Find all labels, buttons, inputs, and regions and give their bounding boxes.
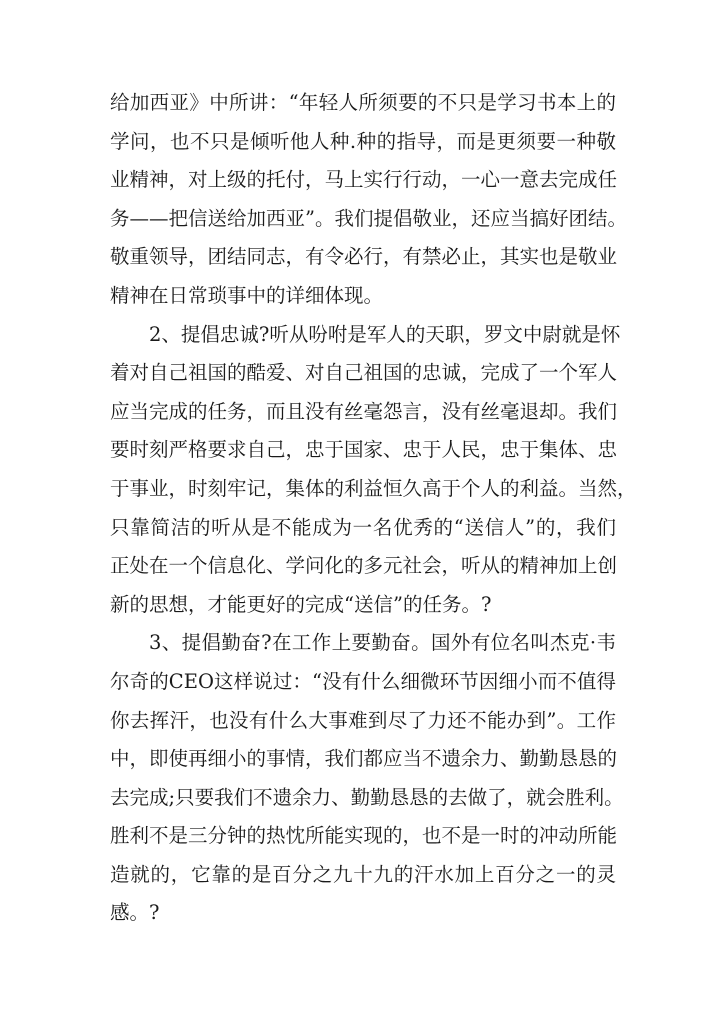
text-line: 应当完成的任务，而且没有丝毫怨言，没有丝毫退却。我们: [110, 399, 618, 423]
text-line: 去完成;只要我们不遗余力、勤勤恳恳的去做了，就会胜利。: [110, 785, 624, 809]
text-line: 胜利不是三分钟的热忱所能实现的，也不是一时的冲动所能: [110, 824, 618, 848]
text-line: 只靠简洁的听从是不能成为一名优秀的“送信人”的，我们: [110, 515, 616, 539]
text-line: 新的思想，才能更好的完成“送信”的任务。?: [110, 592, 492, 616]
text-line: 学问，也不只是倾听他人种.种的指导，而是更须要一种敬: [110, 129, 616, 153]
text-line: 正处在一个信息化、学问化的多元社会，听从的精神加上创: [110, 554, 618, 578]
text-line: 精神在日常琐事中的详细体现。: [110, 283, 384, 307]
paragraph-start-line: 3、提倡勤奋?在工作上要勤奋。国外有位名叫杰克·韦: [149, 631, 616, 655]
text-line: 业精神，对上级的托付，马上实行行动，一心一意去完成任: [110, 168, 618, 192]
paragraph-start-line: 2、提倡忠诚?听从吩咐是军人的天职，罗文中尉就是怀: [149, 322, 621, 346]
document-body: [110, 84, 637, 933]
text-line: 给加西亚》中所讲：“年轻人所须要的不只是学习书本上的: [110, 91, 616, 114]
text-line: 敬重领导，团结同志，有令必行，有禁必止，其实也是敬业: [110, 245, 618, 269]
text-line: 中，即使再细小的事情，我们都应当不遗余力、勤勤恳恳的: [110, 747, 618, 771]
text-line: 你去挥汗，也没有什么大事难到尽了力还不能办到”。工作: [110, 708, 616, 732]
text-line: 于事业，时刻牢记，集体的利益恒久高于个人的利益。当然，: [110, 476, 637, 500]
text-line: 要时刻严格要求自己，忠于国家、忠于人民，忠于集体、忠: [110, 438, 618, 462]
text-line: 尔奇的CEO这样说过：“没有什么细微环节因细小而不值得: [110, 669, 616, 693]
text-line: 造就的，它靠的是百分之九十九的汗水加上百分之一的灵: [110, 862, 616, 886]
text-line: 务——把信送给加西亚”。我们提倡敬业，还应当搞好团结。: [110, 206, 627, 230]
text-line: 着对自己祖国的酷爱、对自己祖国的忠诚，完成了一个军人: [110, 361, 618, 385]
text-line: 感。?: [110, 901, 160, 925]
